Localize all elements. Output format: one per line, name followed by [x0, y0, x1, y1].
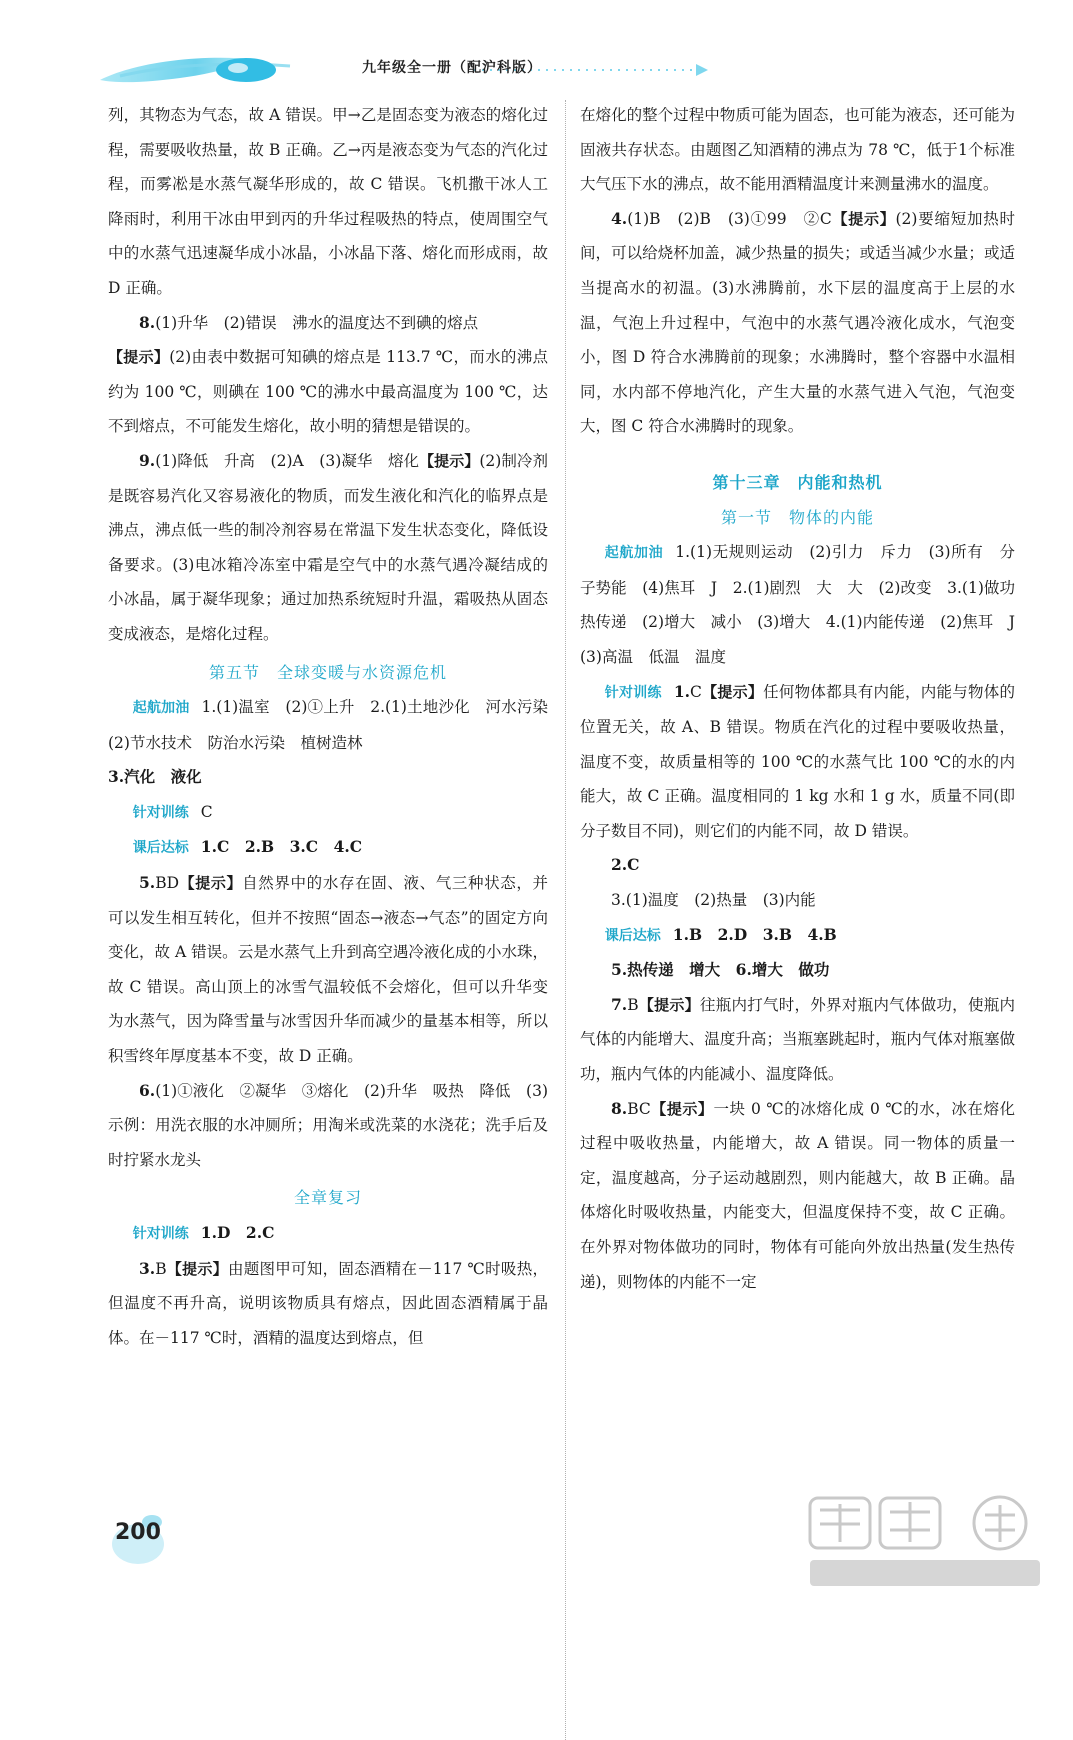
- answer-body: (1)升华 (2)错误 沸水的温度达不到碘的熔点: [155, 313, 479, 332]
- question-number: 8.: [139, 312, 156, 332]
- answer-body: BC: [627, 1099, 651, 1118]
- page-header: [100, 50, 720, 90]
- hint-text: 往瓶内打气时，外界对瓶内气体做功，使瓶内气体的内能增大、温度升高；当瓶塞跳起时，瓶内气体对瓶塞做功，瓶内气体的内能减小、温度降低。: [580, 995, 1015, 1084]
- question-number: 6.: [139, 1080, 156, 1100]
- zhendui-tag: 针对训练: [604, 684, 662, 701]
- kehou-tag: 课后达标: [604, 927, 661, 944]
- question-number: 7.: [611, 994, 628, 1014]
- answer-7: [580, 988, 1015, 1092]
- question-number: 5.: [139, 873, 156, 893]
- hint-label: 【提示】: [701, 682, 764, 701]
- qihang-answers: 1.(1)无规则运动 (2)引力 斥力 (3)所有 分子势能 (4)焦耳 J 2.(1)剧烈 大 大 (2)改变 3.(1)做功 热传递 (2)增大 减小 (3)增大 4.(1)内能传递 (2)焦耳 J (3)高温 低温 温度: [580, 543, 1031, 666]
- hint-label: 【提示】: [638, 995, 700, 1014]
- zhendui-block: [108, 795, 548, 831]
- answer-8: [580, 1092, 1015, 1300]
- hint-text: (2)由表中数据可知碘的熔点是 113.7 ℃，而水的沸点约为 100 ℃，则碘在 100 ℃的沸水中最高温度为 100 ℃，达不到熔点，不可能发生熔化，故小明的猜想是错误的。: [108, 348, 548, 436]
- answer-body: (1)B (2)B (3)①99 ②C: [627, 209, 832, 228]
- book-title: 九年级全一册（配沪科版）: [362, 60, 542, 76]
- hint-text: 一块 0 ℃的冰熔化成 0 ℃的水，冰在熔化过程中吸收热量，内能增大，故 A 错误。同一物体的质量一定，温度越高，分子运动越剧烈，则内能越大，故 B 正确。晶体熔化时吸收热量，内能变大，但温度保持不变，故 C 正确。在外界对物体做功的同时，物体有可能向外放出热量(发生热传递)，则物体的内能不一定: [580, 1099, 1015, 1291]
- hint-label: 【提示】: [419, 451, 480, 470]
- paragraph: 在熔化的整个过程中物质可能为固态，也可能为液态，还可能为固液共存状态。由题图乙知酒精的沸点为 78 ℃，低于1个标准大气压下水的沸点，故不能用酒精温度计来测量沸水的温度。: [580, 106, 1015, 194]
- page-number: 200: [115, 1520, 161, 1545]
- answer-body: B: [155, 1259, 167, 1278]
- answer-3: [580, 883, 1015, 918]
- watermark-logo-icon: [800, 1490, 1050, 1595]
- answer-body: B: [627, 995, 639, 1014]
- hint-text: 由题图甲可知，固态酒精在－117 ℃时吸热，但温度不再升高，说明该物质具有熔点，因此固态酒精属于晶体。在－117 ℃时，酒精的温度达到熔点，但: [108, 1259, 548, 1347]
- answer-body: BD: [155, 874, 180, 893]
- qihang-q3: 3.汽化 液化: [108, 767, 202, 787]
- kehou-answers: 1.C 2.B 3.C 4.C: [200, 837, 363, 857]
- question-number: 9.: [139, 450, 156, 470]
- hint-text: 任何物体都具有内能，内能与物体的位置无关，故 A、B 错误。物质在汽化的过程中要吸收热量，温度不变，故质量相等的 100 ℃的水蒸气比 100 ℃的水的内能大，故 C 正确。温度相同的 1 kg 水和 1 g 水，质量不同(即分子数目不同)，则它们的内能不同，故 D 错误。: [580, 682, 1015, 840]
- hint-text: 自然界中的水存在固、液、气三种状态，并可以发生相互转化，但并不按照“固态→液态→气态”的固定方向变化，故 A 错误。云是水蒸气上升到高空遇冷液化成的小水珠，故 C 错误。高山顶上的冰雪气温较低不会熔化，但可以升华变为水蒸气，因为降雪量与冰雪因升华而减少的量基本相等，所以积雪终年厚度基本不变，故 D 正确。: [108, 874, 548, 1066]
- answer-2: [580, 848, 1015, 883]
- hint-label: 【提示】: [179, 874, 243, 893]
- hint-text: (2)制冷剂是既容易汽化又容易液化的物质，而发生液化和汽化的临界点是沸点，沸点低一些的制冷剂容易在常温下发生状态变化，降低设备要求。(3)电冰箱冷冻室中霜是空气中的水蒸气遇冷凝结成的小冰晶，属于凝华现象；通过加热系统短时升温，霜吸热从固态变成液态，是熔化过程。: [108, 451, 548, 643]
- answer-5: [108, 866, 548, 1074]
- question-number: 3.: [139, 1258, 156, 1278]
- question-number: 8.: [611, 1098, 628, 1118]
- hint-label: 【提示】: [108, 348, 170, 367]
- kehou-block: [580, 918, 1015, 954]
- qihang-block: [580, 535, 1031, 674]
- answer-5-6: [580, 953, 1015, 988]
- hint-label: 【提示】: [166, 1259, 228, 1278]
- chapter-title: 第十三章 内能和热机: [712, 472, 883, 492]
- section-title: 第一节 物体的内能: [720, 507, 874, 527]
- answer-body: (1)①液化 ②凝华 ③熔化 (2)升华 吸热 降低 (3)示例：用洗衣服的水冲厕所；用淘米或洗菜的水浇花；洗手后及时拧紧水龙头: [108, 1081, 548, 1169]
- zhendui-tag: 针对训练: [132, 804, 189, 821]
- review-answer-4: [580, 202, 1015, 444]
- review-zhendui-block: [108, 1216, 548, 1252]
- section-title: 第五节 全球变暖与水资源危机: [208, 662, 447, 682]
- left-column: [108, 98, 564, 1355]
- review-answer-3: [108, 1252, 548, 1356]
- answer-body: (1)降低 升高 (2)A (3)凝华 熔化: [155, 451, 420, 470]
- zhendui-block: [580, 675, 1015, 849]
- question-number: 1.: [673, 681, 691, 701]
- qihang-answers: 1.(1)温室 (2)①上升 2.(1)土地沙化 河水污染 (2)节水技术 防治水污染 植树造林: [108, 698, 564, 752]
- question-number: 4.: [611, 208, 628, 228]
- answer-body: 2.C: [611, 855, 640, 875]
- qihang-block: [108, 690, 564, 795]
- zhendui-answers: 1.D 2.C: [200, 1223, 275, 1242]
- kehou-block: [108, 830, 548, 866]
- answer-8-hint: [108, 340, 548, 444]
- kehou-answers: 1.B 2.D 3.B 4.B: [672, 924, 837, 944]
- answer-6: [108, 1074, 548, 1178]
- hint-label: 【提示】: [650, 1099, 714, 1118]
- section-title: 全章复习: [293, 1188, 362, 1208]
- answer-body: C: [690, 682, 702, 701]
- column-divider: [565, 100, 566, 1740]
- answer-9: [108, 444, 548, 652]
- answer-body: 3.(1)温度 (2)热量 (3)内能: [611, 891, 816, 910]
- hint-text: (2)要缩短加热时间，可以给烧杯加盖，减少热量的损失；或适当减少水量；或适当提高水的初温。(3)水沸腾前，水下层的温度高于上层的水温，气泡上升过程中，气泡中的水蒸气遇冷液化成水，气泡变小，图 D 符合水沸腾前的现象；水沸腾时，整个容器中水温相同，水内部不停地汽化，产生大量的水蒸气进入气泡，气泡变大，图 C 符合水沸腾时的现象。: [580, 209, 1015, 436]
- qihang-tag: 起航加油: [132, 700, 190, 717]
- hint-label: 【提示】: [831, 209, 896, 228]
- zhendui-tag: 针对训练: [132, 1226, 189, 1242]
- paragraph: 列，其物态为气态，故 A 错误。甲→乙是固态变为液态的熔化过程，需要吸收热量，故 B 正确。乙→丙是液态变为气态的汽化过程，而雾凇是水蒸气凝华形成的，故 C 错误。飞机撒干冰人工降雨时，利用干冰由甲到丙的升华过程吸热的特点，使周围空气中的水蒸气迅速凝华成小冰晶，小冰晶下落、熔化而形成雨，故 D 正确。: [108, 106, 548, 297]
- kehou-tag: 课后达标: [132, 840, 189, 857]
- zhendui-answers: C: [200, 802, 213, 821]
- answer-8: [108, 306, 548, 341]
- answer-body: 5.热传递 增大 6.增大 做功: [611, 960, 830, 980]
- qihang-tag: 起航加油: [604, 545, 664, 562]
- right-column: [580, 98, 1031, 1299]
